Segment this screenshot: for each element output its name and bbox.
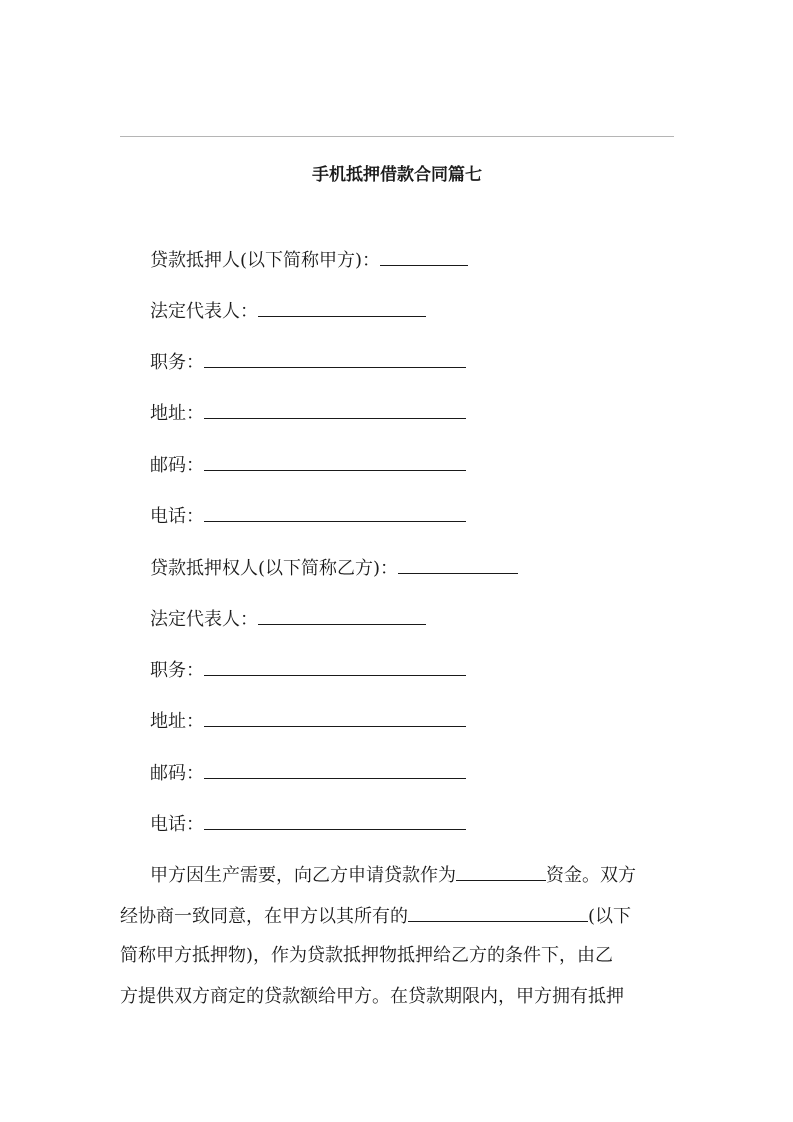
party-a-position-blank[interactable] [204, 349, 466, 368]
party-b-address-label: 地址： [150, 711, 204, 732]
party-b-heading-row [150, 555, 518, 581]
party-b-rep-blank[interactable] [258, 606, 426, 625]
body-line-2-a: 经协商一致同意，在甲方以其所有的 [120, 906, 408, 927]
party-a-phone-label: 电话： [150, 506, 204, 527]
party-a-address-blank[interactable] [204, 400, 466, 419]
party-b-rep-row [150, 606, 426, 632]
party-a-rep-blank[interactable] [258, 298, 426, 317]
party-b-position-row [150, 657, 466, 683]
party-a-name-blank[interactable] [380, 247, 468, 266]
party-b-rep-label: 法定代表人： [150, 609, 258, 630]
party-a-postcode-blank[interactable] [204, 452, 466, 471]
party-b-phone-blank[interactable] [204, 811, 466, 830]
party-a-phone-blank[interactable] [204, 503, 466, 522]
party-b-phone-label: 电话： [150, 814, 204, 835]
party-b-name-blank[interactable] [398, 555, 518, 574]
loan-purpose-blank[interactable] [456, 862, 546, 881]
collateral-blank[interactable] [408, 903, 588, 922]
header-rule [120, 136, 674, 137]
party-b-address-blank[interactable] [204, 708, 466, 727]
party-a-heading-row [150, 247, 468, 273]
party-a-heading: 贷款抵押人(以下简称甲方)： [150, 250, 381, 271]
party-b-postcode-label: 邮码： [150, 763, 204, 784]
party-a-rep-row [150, 298, 426, 324]
body-line-1-b: 资金。双方 [546, 865, 636, 886]
party-a-address-row [150, 400, 466, 426]
body-line-1 [120, 862, 680, 888]
party-a-postcode-row [150, 452, 466, 478]
party-b-position-label: 职务： [150, 660, 204, 681]
party-b-position-blank[interactable] [204, 657, 466, 676]
party-a-position-label: 职务： [150, 352, 204, 373]
party-b-phone-row [150, 811, 466, 837]
party-b-postcode-blank[interactable] [204, 760, 466, 779]
party-b-postcode-row [150, 760, 466, 786]
body-line-4: 方提供双方商定的贷款额给甲方。在贷款期限内，甲方拥有抵押 [120, 986, 624, 1007]
body-line-2 [120, 903, 680, 929]
body-line-2-b: (以下 [588, 906, 632, 927]
party-a-phone-row [150, 503, 466, 529]
party-b-address-row [150, 708, 466, 734]
document-title: 手机抵押借款合同篇七 [312, 165, 482, 185]
party-a-rep-label: 法定代表人： [150, 301, 258, 322]
party-a-position-row [150, 349, 466, 375]
party-a-address-label: 地址： [150, 403, 204, 424]
party-b-heading: 贷款抵押权人(以下简称乙方)： [150, 558, 399, 579]
body-line-3: 简称甲方抵押物)，作为贷款抵押物抵押给乙方的条件下，由乙 [120, 945, 614, 966]
body-line-1-a: 甲方因生产需要，向乙方申请贷款作为 [150, 865, 456, 886]
party-a-postcode-label: 邮码： [150, 455, 204, 476]
